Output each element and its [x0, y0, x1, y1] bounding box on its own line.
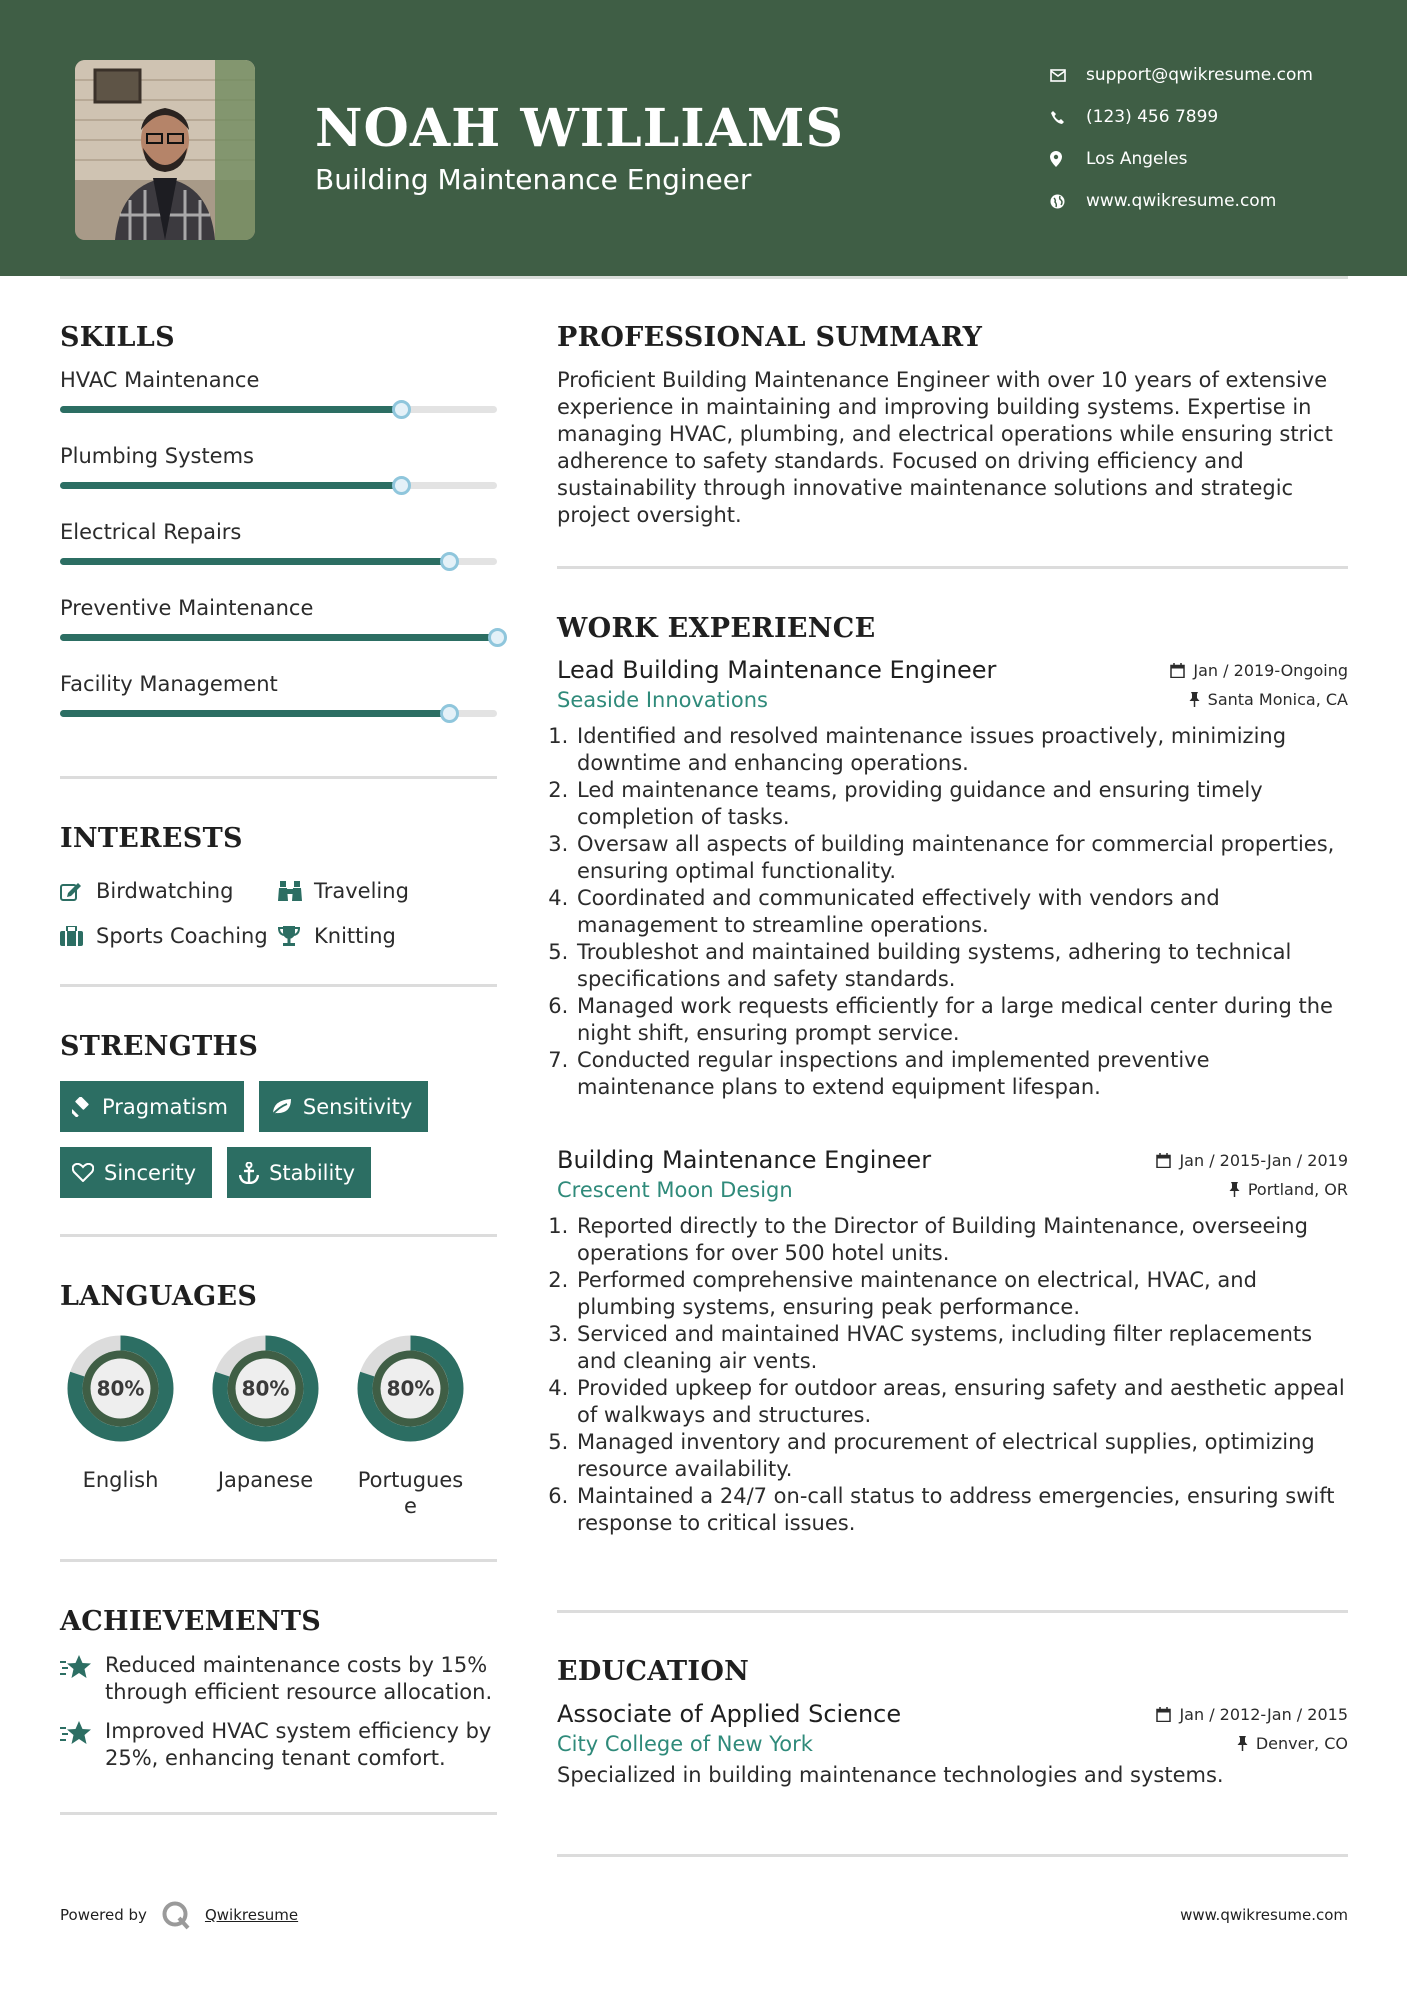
language-ring — [348, 1326, 473, 1451]
education-description: Specialized in building maintenance technologies and systems. — [557, 1763, 1224, 1787]
language-percent: 80% — [96, 1376, 145, 1401]
languages-heading: LANGUAGES — [60, 1281, 258, 1312]
star-icon — [60, 1652, 105, 1706]
responsibility-item: 5. Managed inventory and procurement of electrical supplies, optimizing resource availability. — [575, 1429, 1348, 1483]
skill-item — [60, 368, 497, 444]
contact-location — [1050, 138, 1313, 180]
contact-list — [1050, 54, 1313, 222]
trophy-icon — [278, 925, 314, 947]
calendar-icon — [1156, 1153, 1171, 1168]
qwikresume-logo-icon — [161, 1900, 191, 1930]
contact-phone[interactable] — [1050, 96, 1313, 138]
strength-badge — [227, 1147, 371, 1198]
skill-level-knob — [488, 628, 507, 647]
briefcase-icon — [60, 926, 96, 946]
skill-name: HVAC Maintenance — [60, 368, 260, 392]
profile-photo — [75, 60, 255, 240]
skill-item — [60, 520, 497, 596]
language-name: Portugues e — [357, 1468, 464, 1518]
job-title: Lead Building Maintenance Engineer — [557, 656, 997, 684]
achievement-item — [60, 1652, 497, 1706]
skill-name: Preventive Maintenance — [60, 596, 314, 620]
interest-item — [278, 868, 409, 913]
skill-bar-fill — [60, 482, 401, 489]
skill-level-knob — [392, 476, 411, 495]
job-title: Building Maintenance Engineer — [557, 1146, 932, 1174]
job-location — [1229, 1180, 1348, 1199]
job-responsibilities — [557, 1213, 1348, 1537]
education-location-text: Denver, CO — [1255, 1734, 1348, 1753]
phone-icon — [1050, 110, 1086, 125]
resume-header — [0, 0, 1407, 276]
education-location — [1237, 1734, 1348, 1753]
company-name: Seaside Innovations — [557, 688, 768, 712]
phone-text: (123) 456 7899 — [1086, 107, 1219, 127]
header-divider — [60, 276, 1348, 279]
candidate-name: NOAH WILLIAMS — [315, 98, 845, 159]
skills-list — [60, 368, 497, 748]
powered-by-text: Powered by — [60, 1906, 147, 1924]
strengths-divider — [60, 1234, 497, 1237]
candidate-title: Building Maintenance Engineer — [315, 163, 752, 196]
interest-item — [60, 868, 278, 913]
job-location-text: Santa Monica, CA — [1207, 690, 1348, 709]
language-name: Japanese — [217, 1468, 314, 1492]
pin-icon — [1229, 1182, 1240, 1197]
skill-level-knob — [440, 552, 459, 571]
achievements-divider — [60, 1812, 497, 1815]
calendar-icon — [1170, 663, 1185, 678]
job-entry — [557, 1146, 1348, 1537]
strength-label: Sincerity — [104, 1160, 197, 1185]
skill-level-knob — [392, 400, 411, 419]
job-location-text: Portland, OR — [1247, 1180, 1348, 1199]
achievements-list — [60, 1652, 497, 1772]
summary-heading: PROFESSIONAL SUMMARY — [557, 322, 983, 353]
language-ring — [203, 1326, 328, 1451]
interest-label: Birdwatching — [96, 878, 234, 903]
achievements-heading: ACHIEVEMENTS — [60, 1606, 322, 1637]
skill-bar-fill — [60, 406, 401, 413]
language-name: English — [82, 1468, 159, 1492]
education-heading: EDUCATION — [557, 1656, 750, 1687]
skills-divider — [60, 776, 497, 779]
contact-website[interactable] — [1050, 180, 1313, 222]
skill-name: Electrical Repairs — [60, 520, 242, 544]
education-entry — [557, 1700, 1348, 1789]
job-responsibilities — [557, 723, 1348, 1101]
leaf-icon — [271, 1098, 293, 1116]
interest-label: Knitting — [314, 923, 396, 948]
language-percent: 80% — [386, 1376, 435, 1401]
skill-item — [60, 596, 497, 672]
gavel-icon — [72, 1097, 92, 1117]
location-text: Los Angeles — [1086, 149, 1188, 169]
experience-heading: WORK EXPERIENCE — [557, 613, 876, 644]
job-entry — [557, 656, 1348, 1101]
job-location — [1189, 690, 1348, 709]
language-ring — [58, 1326, 183, 1451]
responsibility-item: 3. Serviced and maintained HVAC systems, including filter replacements and cleaning air vents. — [575, 1321, 1348, 1375]
strength-badge — [60, 1147, 212, 1198]
strength-label: Pragmatism — [102, 1094, 228, 1119]
skill-bar — [60, 634, 497, 641]
footer-branding — [60, 1900, 298, 1930]
skill-name: Plumbing Systems — [60, 444, 254, 468]
summary-divider — [557, 566, 1348, 569]
job-dates-text: Jan / 2019-Ongoing — [1193, 661, 1348, 680]
achievement-text: Improved HVAC system efficiency by 25%, enhancing tenant comfort. — [105, 1719, 492, 1770]
responsibility-item: 3. Oversaw all aspects of building maintenance for commercial properties, ensuring optimal functionality. — [575, 831, 1348, 885]
skill-bar — [60, 710, 497, 717]
responsibility-item: 2. Led maintenance teams, providing guidance and ensuring timely completion of tasks. — [575, 777, 1348, 831]
skill-bar — [60, 558, 497, 565]
language-item — [348, 1326, 473, 1519]
skill-bar-fill — [60, 558, 449, 565]
responsibility-item: 5. Troubleshot and maintained building systems, adhering to technical specifications and safety standards. — [575, 939, 1348, 993]
achievement-text: Reduced maintenance costs by 15% through efficient resource allocation. — [105, 1653, 493, 1704]
skill-item — [60, 444, 497, 520]
website-text: www.qwikresume.com — [1086, 191, 1277, 211]
job-dates — [1156, 1151, 1348, 1170]
skill-level-knob — [440, 704, 459, 723]
language-item — [58, 1326, 183, 1519]
summary-text: Proficient Building Maintenance Engineer with over 10 years of extensive experience in maintaining and improving building systems. Expertise in managing HVAC, plumbing, and electrical operations while ensuring strict adherence to safety standards. Focused on driving efficiency and sustainability through innovative maintenance solutions and strategic project oversight. — [557, 368, 1333, 527]
language-percent: 80% — [241, 1376, 290, 1401]
pin-icon — [1237, 1736, 1248, 1751]
globe-icon — [1050, 194, 1086, 209]
skill-bar — [60, 406, 497, 413]
languages-divider — [60, 1559, 497, 1562]
responsibility-item: 1. Identified and resolved maintenance issues proactively, minimizing downtime and enhancing operations. — [575, 723, 1348, 777]
skill-item — [60, 672, 497, 748]
language-item — [203, 1326, 328, 1519]
responsibility-item: 4. Provided upkeep for outdoor areas, ensuring safety and aesthetic appeal of walkways and structures. — [575, 1375, 1348, 1429]
education-dates — [1156, 1705, 1348, 1724]
email-text: support@qwikresume.com — [1086, 65, 1313, 85]
pin-icon — [1189, 692, 1200, 707]
strength-label: Stability — [269, 1160, 356, 1185]
footer-website[interactable]: www.qwikresume.com — [1180, 1906, 1348, 1924]
responsibility-item: 4. Coordinated and communicated effectively with vendors and management to streamline operations. — [575, 885, 1348, 939]
interest-item — [278, 913, 396, 958]
responsibility-item: 6. Maintained a 24/7 on-call status to address emergencies, ensuring swift response to critical issues. — [575, 1483, 1348, 1537]
school-name: City College of New York — [557, 1732, 813, 1756]
interest-item — [60, 913, 278, 958]
skill-name: Facility Management — [60, 672, 278, 696]
heart-icon — [72, 1163, 94, 1182]
strength-badge — [259, 1081, 428, 1132]
responsibility-item: 2. Performed comprehensive maintenance on electrical, HVAC, and plumbing systems, ensuring peak performance. — [575, 1267, 1348, 1321]
interest-label: Sports Coaching — [96, 923, 268, 948]
experience-divider — [557, 1610, 1348, 1613]
interests-heading: INTERESTS — [60, 823, 243, 854]
company-name: Crescent Moon Design — [557, 1178, 793, 1202]
anchor-icon — [239, 1162, 259, 1184]
responsibility-item: 6. Managed work requests efficiently for a large medical center during the night shift, ensuring prompt service. — [575, 993, 1348, 1047]
strengths-list — [60, 1081, 497, 1198]
education-divider — [557, 1854, 1348, 1857]
responsibility-item: 7. Conducted regular inspections and implemented preventive maintenance plans to extend equipment lifespan. — [575, 1047, 1348, 1101]
interests-divider — [60, 984, 497, 987]
star-icon — [60, 1718, 105, 1772]
envelope-icon — [1050, 69, 1086, 82]
interests-list — [60, 868, 497, 958]
skills-heading: SKILLS — [60, 322, 175, 353]
strengths-heading: STRENGTHS — [60, 1031, 259, 1062]
qwikresume-link[interactable]: Qwikresume — [204, 1906, 299, 1924]
degree-title: Associate of Applied Science — [557, 1700, 902, 1728]
job-dates — [1170, 661, 1348, 680]
responsibility-item: 1. Reported directly to the Director of Building Maintenance, overseeing operations for over 500 hotel units. — [575, 1213, 1348, 1267]
calendar-icon — [1156, 1707, 1171, 1722]
strength-label: Sensitivity — [302, 1094, 413, 1119]
education-dates-text: Jan / 2012-Jan / 2015 — [1179, 1705, 1348, 1724]
strength-badge — [60, 1081, 244, 1132]
map-marker-icon — [1050, 151, 1086, 167]
skill-bar — [60, 482, 497, 489]
job-dates-text: Jan / 2015-Jan / 2019 — [1179, 1151, 1348, 1170]
binoculars-icon — [278, 881, 314, 901]
skill-bar-fill — [60, 634, 497, 641]
contact-email[interactable] — [1050, 54, 1313, 96]
skill-bar-fill — [60, 710, 449, 717]
achievement-item — [60, 1718, 497, 1772]
languages-list — [58, 1326, 518, 1519]
edit-icon — [60, 881, 96, 901]
interest-label: Traveling — [314, 878, 409, 903]
